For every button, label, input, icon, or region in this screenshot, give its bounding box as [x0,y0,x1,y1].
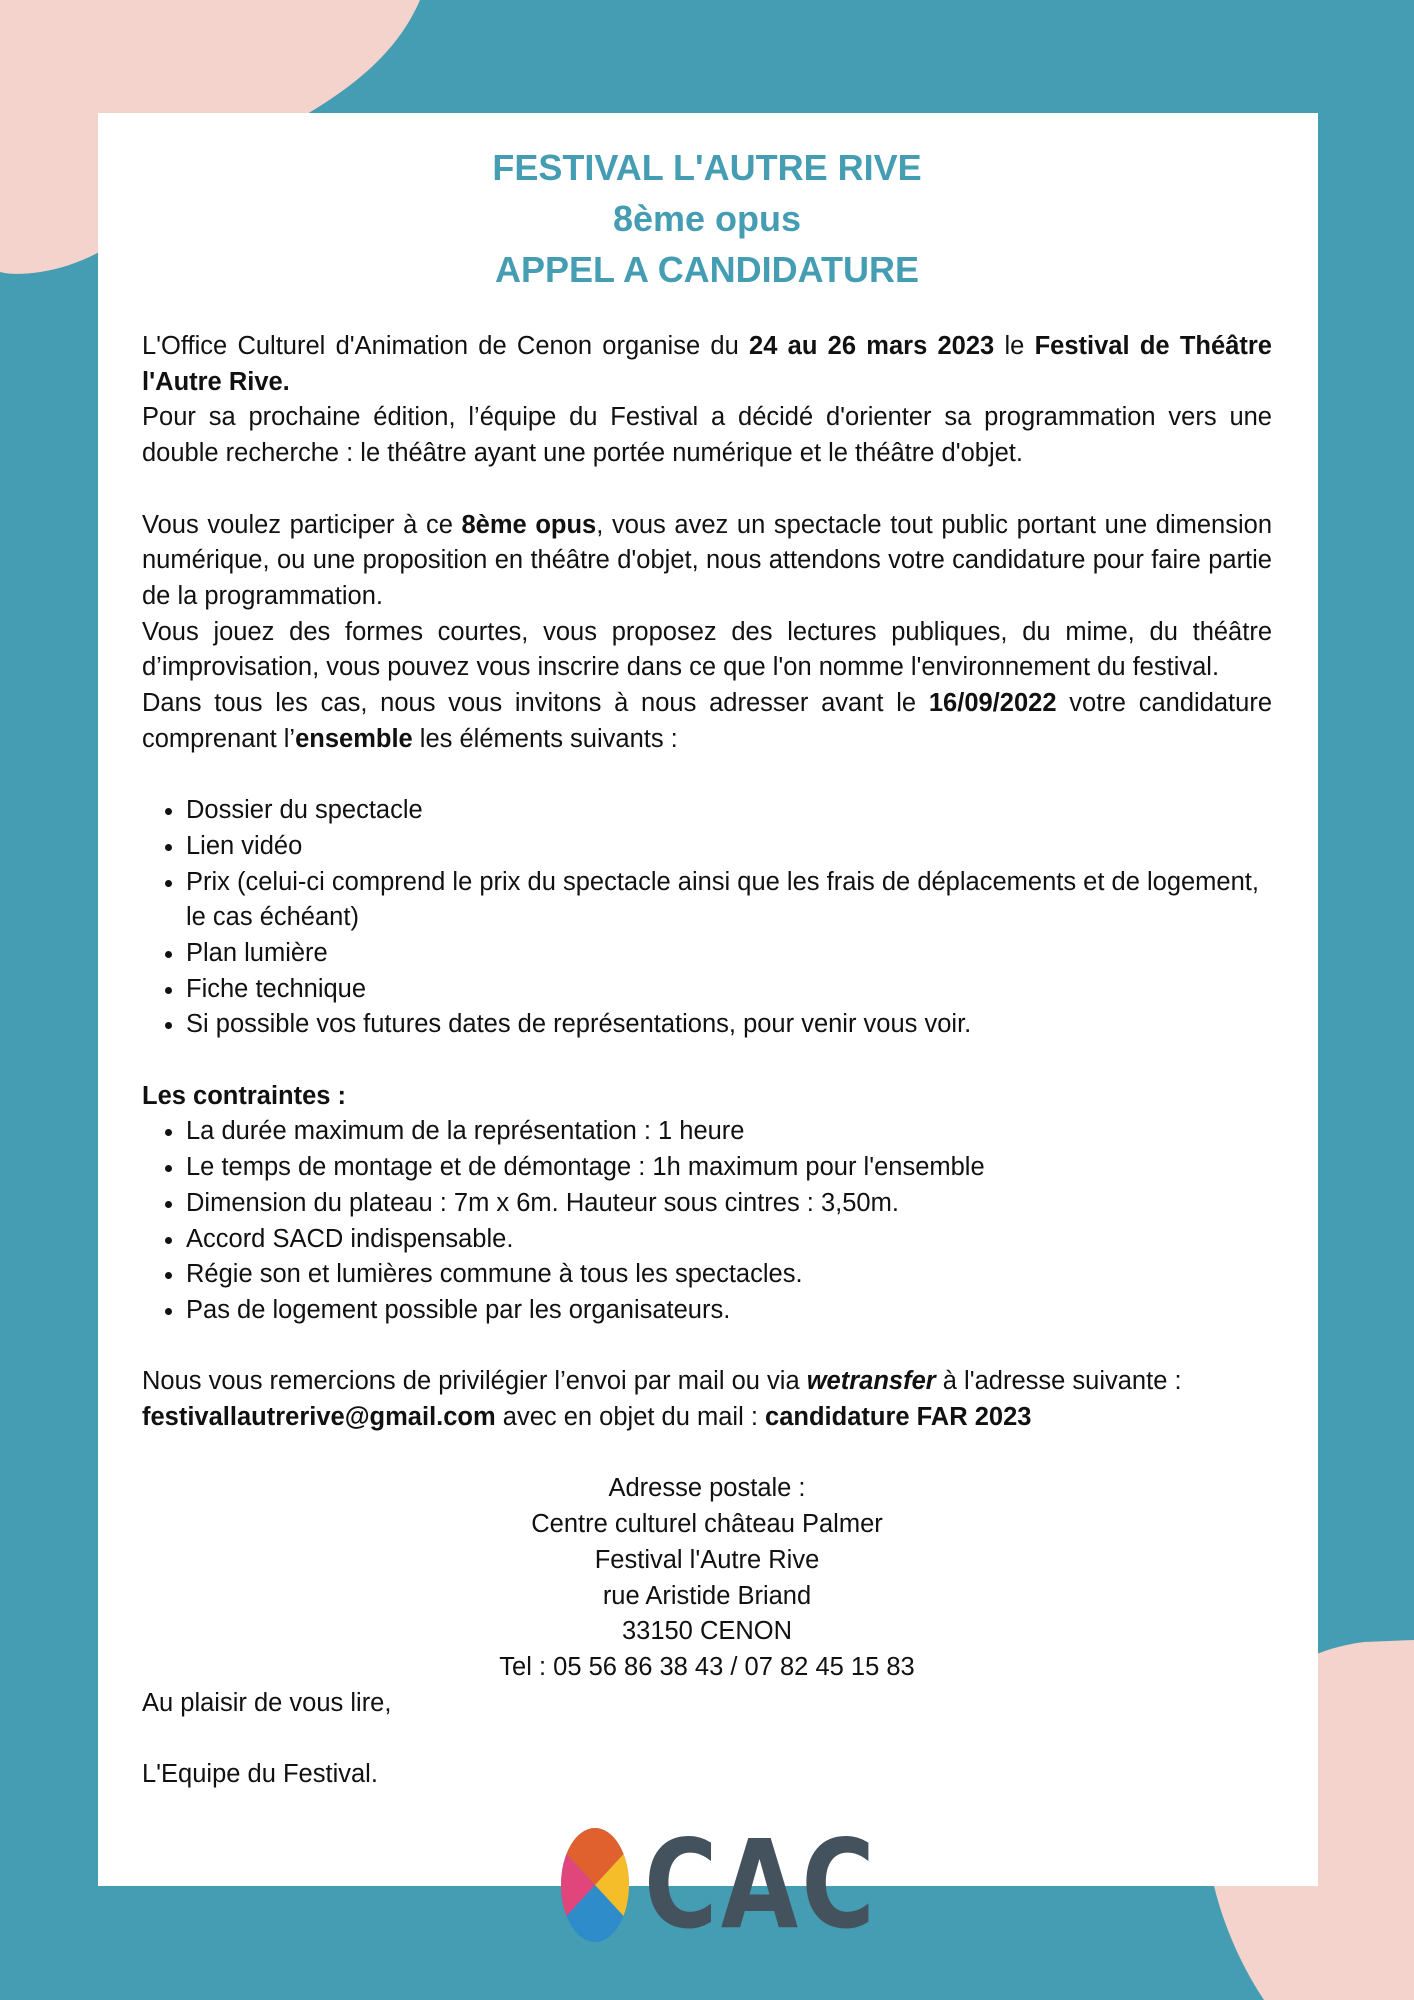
list-item: • Pas de logement possible par les organisateurs. [186,1293,1272,1329]
intro-text-le: le [994,332,1035,360]
closing-signature: L'Equipe du Festival. [142,1760,378,1789]
participation-text-rest: , vous avez un spectacle tout public portant une dimension numérique, ou une proposition en théâtre d'objet, nous attendons votre candidature pour faire partie de la programmation. [142,510,1273,610]
opus-label: 8ème opus [461,510,597,539]
required-elements-list [142,793,1272,1043]
postal-address [142,1471,1272,1685]
ensemble-word: ensemble [295,724,413,753]
address-line: Centre culturel château Palmer [531,1510,883,1539]
address-line: rue Aristide Briand [602,1581,812,1610]
intro-text: L'Office Culturel d'Animation de Cenon organise du [142,332,750,360]
constraints-heading-text: Les contraintes : [142,1081,347,1110]
email-link[interactable]: festivallautrerive@gmail.com [142,1403,496,1432]
intro-paragraph [142,329,1272,400]
cac-logo-text: CAC [644,1814,879,1956]
closing-greeting: Au plaisir de vous lire, [142,1688,392,1717]
list-item: • Accord SACD indispensable. [186,1222,1272,1258]
document-content [142,142,1272,1793]
address-label: Adresse postale : [608,1474,806,1503]
email-subject: candidature FAR 2023 [765,1403,1032,1432]
phone-numbers: Tel : 05 56 86 38 43 / 07 82 45 15 83 [499,1652,915,1681]
constraints-list [142,1114,1272,1328]
list-item: • Lien vidéo [186,829,1272,865]
document-title [142,142,1272,295]
constraints-heading [142,1079,1272,1115]
contact-text-address: à l'adresse suivante : [935,1367,1182,1396]
title-line-appel: APPEL A CANDIDATURE [494,249,920,290]
cac-logo [560,1814,930,1956]
list-item: • Le temps de montage et de démontage : 1h maximum pour l'ensemble [186,1150,1272,1186]
list-item: • Dimension du plateau : 7m x 6m. Hauteur sous cintres : 3,50m. [186,1186,1272,1222]
wetransfer-link[interactable]: wetransfer [806,1367,936,1396]
programme-paragraph: Pour sa prochaine édition, l’équipe du Festival a décidé d'orienter sa programmation vers une double recherche : le théâtre ayant une portée numérique et le théâtre d'objet. [142,403,1272,468]
festival-dates: 24 au 26 mars 2023 [749,332,995,360]
deadline-text: Dans tous les cas, nous vous invitons à nous adresser avant le [142,689,929,718]
list-item: • Fiche technique [186,972,1272,1008]
address-line: 33150 CENON [621,1617,793,1646]
list-item: • Dossier du spectacle [186,793,1272,829]
cac-logo-mark-icon [560,1827,630,1943]
title-line-festival: FESTIVAL L'AUTRE RIVE [492,147,922,188]
title-line-opus: 8ème opus [612,198,802,239]
contact-text-subject: avec en objet du mail : [495,1403,766,1432]
list-item: • Prix (celui-ci comprend le prix du spectacle ainsi que les frais de déplacements et de logement, le cas échéant) [186,865,1272,936]
deadline-date: 16/09/2022 [928,689,1057,718]
participation-text: Vous voulez participer à ce [142,510,462,539]
deadline-paragraph [142,686,1272,757]
environment-paragraph: Vous jouez des formes courtes, vous proposez des lectures publiques, du mime, du théâtre d’improvisation, vous pouvez vous inscrire dans ce que l'on nomme l'environnement du festival. [142,617,1272,682]
list-item: • Plan lumière [186,936,1272,972]
contact-text: Nous vous remercions de privilégier l’envoi par mail ou via [142,1367,807,1396]
address-line: Festival l'Autre Rive [594,1545,820,1574]
list-item: • Si possible vos futures dates de représentations, pour venir vous voir. [186,1007,1272,1043]
participation-paragraph [142,508,1272,615]
deadline-text-mid: votre candidature comprenant l’ [142,689,1272,753]
list-item: • Régie son et lumières commune à tous les spectacles. [186,1257,1272,1293]
list-item: • La durée maximum de la représentation : 1 heure [186,1114,1272,1150]
deadline-text-end: les éléments suivants : [412,724,678,753]
festival-name: Festival de Théâtre l'Autre Rive. [142,332,1272,396]
contact-paragraph [142,1364,1272,1435]
